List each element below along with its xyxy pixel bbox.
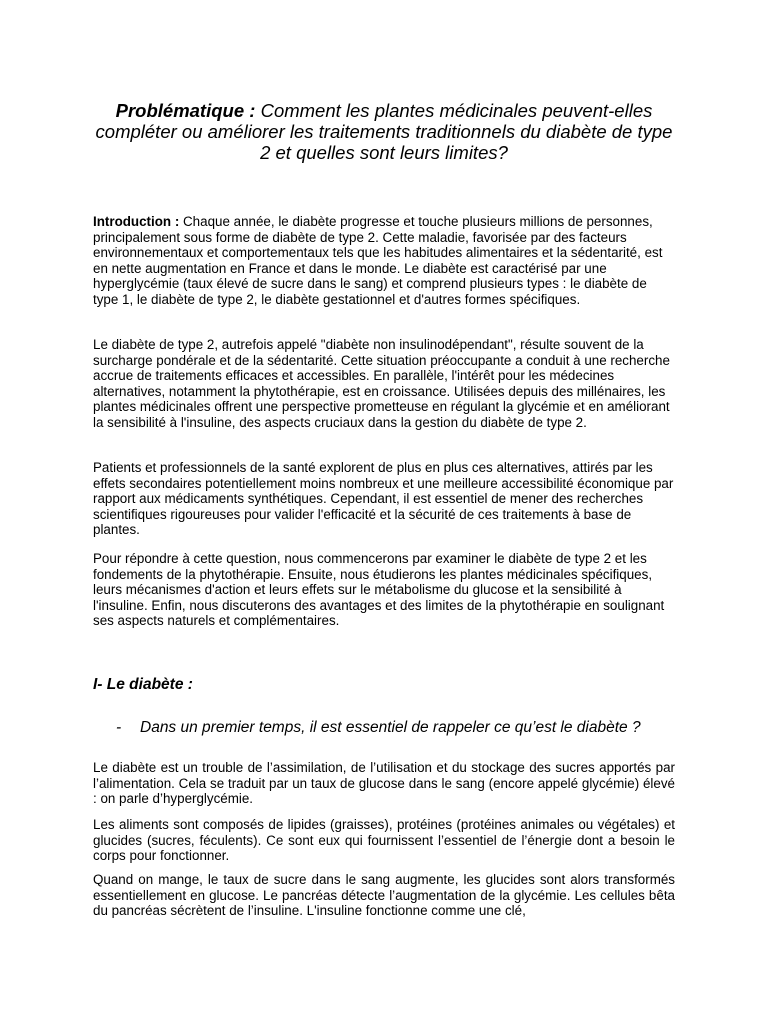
page-title xyxy=(90,100,678,163)
paragraph-alternatives: Patients et professionnels de la santé explorent de plus en plus ces alternatives, attirés par les effets secondaires potentiellement moins nombreux et une meilleure accessibilité économique par rapport aux médicaments synthétiques. Cependant, il est essentiel de mener des recherches scientifiques rigoureuses pour valider l'efficacité et la sécurité de ces traitements à base de plantes. xyxy=(93,460,674,538)
paragraph-aliments: Les aliments sont composés de lipides (graisses), protéines (protéines animales ou végétales) et glucides (sucres, féculents). Ce sont eux qui fournissent l’essentiel de l’énergie dont a besoin le corps pour fonctionner. xyxy=(93,817,675,864)
title-text: Comment les plantes médicinales peuvent-elles compléter ou améliorer les traitements traditionnels du diabète de type 2 et quelles sont leurs limites? xyxy=(95,100,673,163)
bullet-dash: - xyxy=(116,719,122,736)
intro-label: Introduction : xyxy=(93,214,180,229)
intro-text: Chaque année, le diabète progresse et touche plusieurs millions de personnes, principalement sous forme de diabète de type 2. Cette maladie, favorisée par des facteurs environnementaux et comportementaux tels que les habitudes alimentaires et la sédentarité, est en nette augmentation en France et dans le monde. Le diabète est caractérisé par une hyperglycémie (taux élevé de sucre dans le sang) et comprend plusieurs types : le diabète de type 1, le diabète de type 2, le diabète gestationnel et d'autres formes spécifiques. xyxy=(93,214,663,307)
intro-paragraph xyxy=(93,214,675,308)
paragraph-insuline: Quand on mange, le taux de sucre dans le sang augmente, les glucides sont alors transformés essentiellement en glucose. Le pancréas détecte l’augmentation de la glycémie. Les cellules bêta du pancréas sécrètent de l’insuline. L'insuline fonctionne comme une clé, xyxy=(93,872,675,919)
paragraph-plan: Pour répondre à cette question, nous commencerons par examiner le diabète de type 2 et les fondements de la phytothérapie. Ensuite, nous étudierons les plantes médicinales spécifiques, leurs mécanismes d'action et leurs effets sur le métabolisme du glucose et la sensibilité à l'insuline. Enfin, nous discuterons des avantages et des limites de la phytothérapie en soulignant ses aspects naturels et complémentaires. xyxy=(93,551,665,629)
paragraph-definition: Le diabète est un trouble de l’assimilation, de l’utilisation et du stockage des sucres apportés par l’alimentation. Cela se traduit par un taux de glucose dans le sang (encore appelé glycémie) élevé : on parle d’hyperglycémie. xyxy=(93,760,675,807)
bullet-text: Dans un premier temps, il est essentiel de rappeler ce qu’est le diabète ? xyxy=(140,719,641,736)
title-label: Problématique : xyxy=(115,100,256,121)
paragraph-type2: Le diabète de type 2, autrefois appelé "diabète non insulinodépendant", résulte souvent de la surcharge pondérale et de la sédentarité. Cette situation préoccupante a conduit à une recherche accrue de traitements efficaces et accessibles. En parallèle, l'intérêt pour les médecines alternatives, notamment la phytothérapie, est en croissance. Utilisées depuis des millénaires, les plantes médicinales offrent une perspective prometteuse en régulant la glycémie et en améliorant la sensibilité à l'insuline, des aspects cruciaux dans la gestion du diabète de type 2. xyxy=(93,337,670,430)
section-heading-diabete: I- Le diabète : xyxy=(93,676,193,693)
